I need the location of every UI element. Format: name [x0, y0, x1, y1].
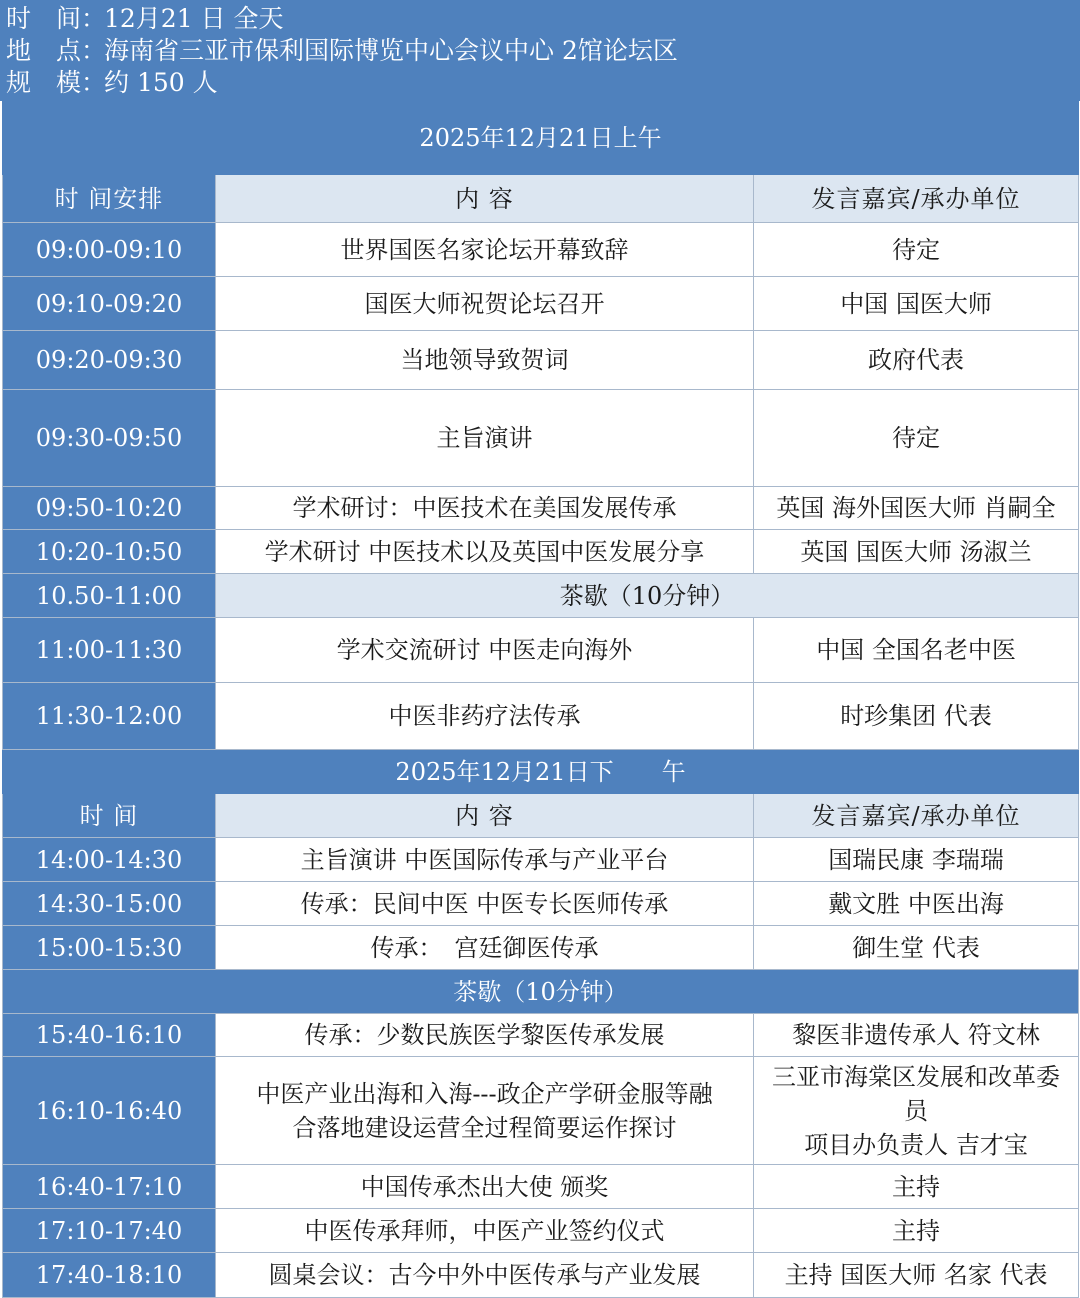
table-row	[3, 1057, 1079, 1165]
row-speaker: 主持 国医大师 名家 代表	[754, 1253, 1079, 1298]
row-speaker: 待定	[754, 390, 1079, 487]
row-speaker: 黎医非遗传承人 符文林	[754, 1014, 1079, 1057]
row-speaker: 戴文胜 中医出海	[754, 882, 1079, 926]
row-speaker: 政府代表	[754, 331, 1079, 390]
row-content: 圆桌会议：古今中外中医传承与产业发展	[216, 1253, 754, 1298]
row-content: 学术研讨：中医技术在美国发展传承	[216, 487, 754, 530]
row-speaker: 中国 全国名老中医	[754, 618, 1079, 683]
header-content: 内 容	[216, 175, 754, 223]
row-speaker-line: 项目办负责人 吉才宝	[804, 1130, 1028, 1159]
row-content: 学术交流研讨 中医走向海外	[216, 618, 754, 683]
header-speaker: 发言嘉宾/承办单位	[754, 794, 1079, 838]
table-row	[3, 390, 1079, 487]
table-row	[3, 926, 1079, 970]
header-content: 内 容	[216, 794, 754, 838]
table-row	[3, 618, 1079, 683]
row-time: 17:40-18:10	[3, 1253, 216, 1298]
morning-session-row	[3, 102, 1079, 175]
row-time: 16:10-16:40	[3, 1057, 216, 1165]
row-speaker: 时珍集团 代表	[754, 683, 1079, 750]
agenda-table	[2, 101, 1079, 1298]
row-speaker-line: 三亚市海棠区发展和改革委	[772, 1062, 1060, 1091]
table-row	[3, 277, 1079, 331]
row-content: 主旨演讲 中医国际传承与产业平台	[216, 838, 754, 882]
row-time: 15:00-15:30	[3, 926, 216, 970]
row-speaker	[754, 1057, 1079, 1165]
table-row	[3, 1014, 1079, 1057]
row-time: 11:00-11:30	[3, 618, 216, 683]
row-time: 09:20-09:30	[3, 331, 216, 390]
break-content: 茶歇（10分钟）	[3, 970, 1079, 1014]
row-time: 09:10-09:20	[3, 277, 216, 331]
table-row	[3, 1165, 1079, 1209]
event-info-block	[0, 0, 1080, 101]
row-content: 中医非药疗法传承	[216, 683, 754, 750]
row-speaker-line: 员	[904, 1096, 928, 1125]
break-content: 茶歇（10分钟）	[216, 574, 1079, 618]
table-row	[3, 331, 1079, 390]
row-content-line: 中医产业出海和入海---政企产学研金服等融	[256, 1079, 713, 1108]
info-time-label: 时 间：	[6, 4, 107, 33]
break-time: 10.50-11:00	[3, 574, 216, 618]
row-time: 17:10-17:40	[3, 1209, 216, 1253]
table-row	[3, 838, 1079, 882]
row-content: 国医大师祝贺论坛召开	[216, 277, 754, 331]
row-content: 主旨演讲	[216, 390, 754, 487]
row-time: 16:40-17:10	[3, 1165, 216, 1209]
afternoon-session-title: 2025年12月21日下 午	[3, 750, 1079, 794]
header-speaker: 发言嘉宾/承办单位	[754, 175, 1079, 223]
info-time-value: 12月21 日 全天	[104, 4, 284, 33]
table-row	[3, 223, 1079, 277]
row-speaker: 中国 国医大师	[754, 277, 1079, 331]
row-content: 中国传承杰出大使 颁奖	[216, 1165, 754, 1209]
header-time: 时 间	[3, 794, 216, 838]
row-speaker: 主持	[754, 1165, 1079, 1209]
afternoon-header-row	[3, 794, 1079, 838]
row-time: 10:20-10:50	[3, 530, 216, 574]
row-content	[216, 1057, 754, 1165]
row-speaker: 国瑞民康 李瑞瑞	[754, 838, 1079, 882]
row-time: 11:30-12:00	[3, 683, 216, 750]
row-content: 传承： 宫廷御医传承	[216, 926, 754, 970]
info-time-line	[6, 4, 284, 34]
info-place-line	[6, 36, 678, 66]
afternoon-session-row	[3, 750, 1079, 794]
row-content: 传承：少数民族医学黎医传承发展	[216, 1014, 754, 1057]
table-row	[3, 1253, 1079, 1298]
info-place-value: 海南省三亚市保利国际博览中心会议中心 2馆论坛区	[104, 36, 678, 65]
row-time: 09:00-09:10	[3, 223, 216, 277]
header-time: 时 间安排	[3, 175, 216, 223]
row-time: 14:30-15:00	[3, 882, 216, 926]
table-row	[3, 1209, 1079, 1253]
row-speaker: 御生堂 代表	[754, 926, 1079, 970]
table-row	[3, 683, 1079, 750]
row-content: 当地领导致贺词	[216, 331, 754, 390]
row-time: 09:30-09:50	[3, 390, 216, 487]
morning-header-row	[3, 175, 1079, 223]
row-time: 14:00-14:30	[3, 838, 216, 882]
row-content: 世界国医名家论坛开幕致辞	[216, 223, 754, 277]
row-speaker: 待定	[754, 223, 1079, 277]
row-time: 15:40-16:10	[3, 1014, 216, 1057]
row-speaker: 主持	[754, 1209, 1079, 1253]
info-scale-value: 约 150 人	[104, 68, 218, 97]
row-speaker: 英国 国医大师 汤淑兰	[754, 530, 1079, 574]
row-content: 传承：民间中医 中医专长医师传承	[216, 882, 754, 926]
info-place-label: 地 点：	[6, 36, 107, 65]
morning-session-title: 2025年12月21日上午	[3, 102, 1079, 175]
table-row	[3, 530, 1079, 574]
row-speaker: 英国 海外国医大师 肖嗣全	[754, 487, 1079, 530]
table-row	[3, 487, 1079, 530]
tea-break-row	[3, 970, 1079, 1014]
row-content: 学术研讨 中医技术以及英国中医发展分享	[216, 530, 754, 574]
info-scale-line	[6, 68, 218, 98]
row-content-line: 合落地建设运营全过程简要运作探讨	[292, 1113, 677, 1142]
info-scale-label: 规 模：	[6, 68, 107, 97]
row-time: 09:50-10:20	[3, 487, 216, 530]
tea-break-row	[3, 574, 1079, 618]
table-row	[3, 882, 1079, 926]
row-content: 中医传承拜师，中医产业签约仪式	[216, 1209, 754, 1253]
